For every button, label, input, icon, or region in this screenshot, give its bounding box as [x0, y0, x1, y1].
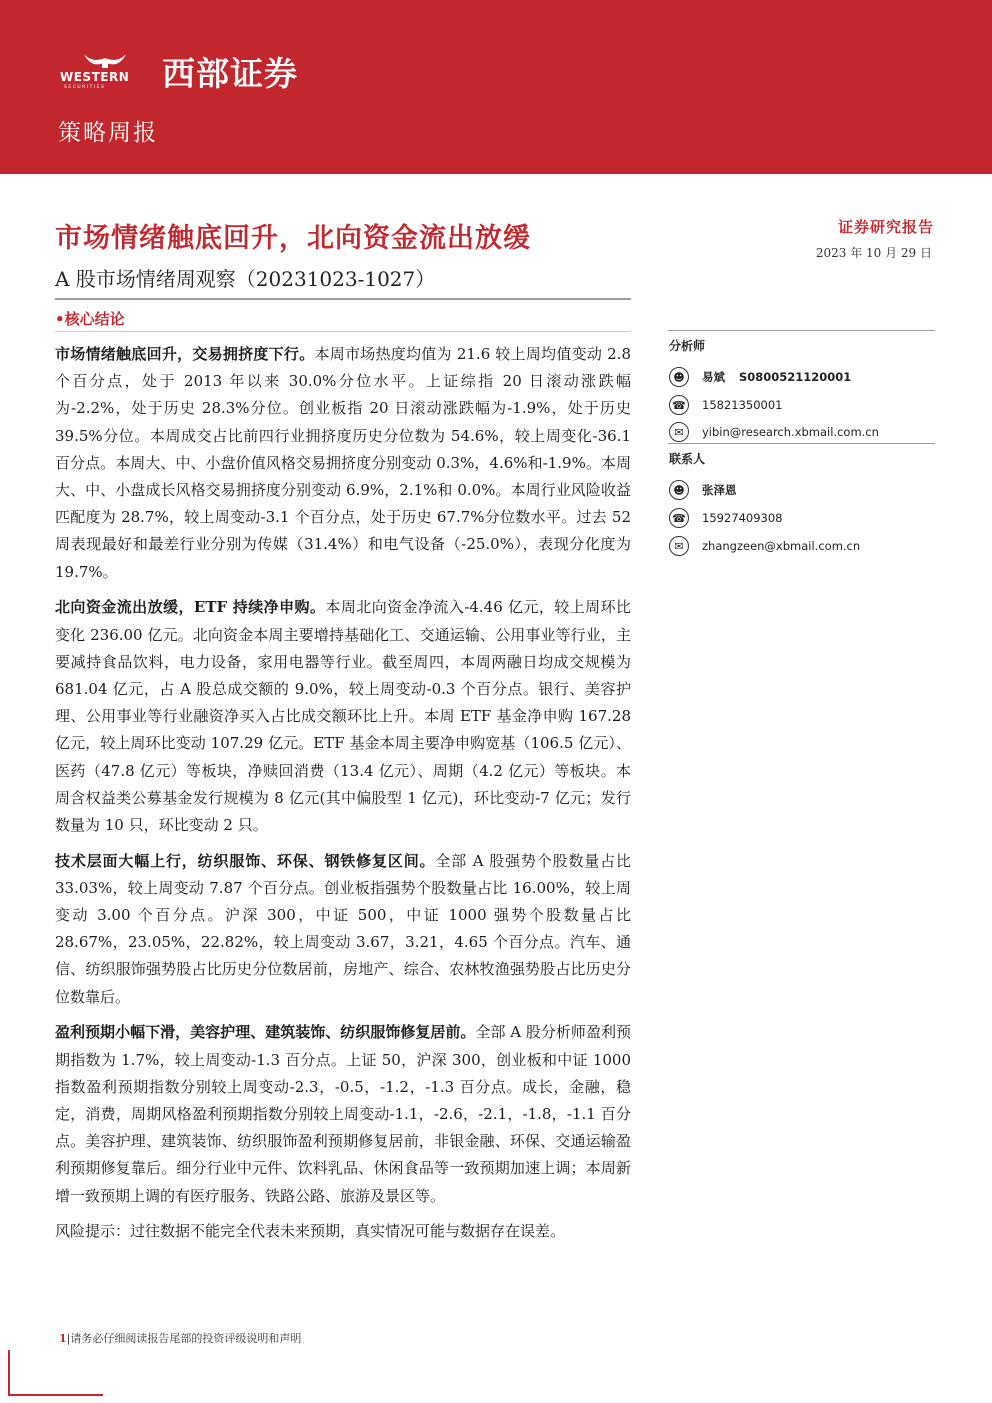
phone-icon: ☎	[669, 508, 689, 528]
company-logo	[60, 52, 150, 92]
logo-text-en-sub: SECURITIES	[64, 85, 106, 90]
paragraph-lead: 技术层面大幅上行，纺织服饰、环保、钢铁修复区间。	[55, 851, 436, 870]
user-icon: ☻	[669, 367, 689, 387]
corner-decoration	[8, 1394, 103, 1396]
page-footer: 1|请务必仔细阅读报告尾部的投资评级说明和声明	[59, 1332, 302, 1345]
paragraph-text: 全部 A 股强势个股数量占比 33.03%，较上周变动 7.87 个百分点。创业板指强势个股数量占比 16.00%，较上周变动 3.00 个百分点。沪深 300，中证 500，中证 1000 强势个股数量占比 28.67%，23.05%，22.82%，较上周变动 3.67，3.21，4.65 个百分点。汽车、通信、纺织服饰强势股占比历史分位数居前，房地产、综合、农林牧渔强势股占比历史分位数靠后。	[55, 851, 631, 1006]
analyst-label: 分析师	[669, 339, 706, 353]
analyst-phone: 15821350001	[702, 398, 783, 412]
user-icon: ☻	[669, 480, 689, 500]
report-subtitle: A 股市场情绪周观察（20231023-1027）	[55, 267, 436, 291]
paragraph-text: 本周北向资金净流入-4.46 亿元，较上周环比变化 236.00 亿元。北向资金本周主要增持基础化工、交通运输、公用事业等行业，主要减持食品饮料，电力设备，家用电器等行业。截至周四，本周两融日均成交规模为 681.04 亿元，占 A 股总成交额的 9.0%，较上周变动-0.3 个百分点。银行、美容护理、公用事业等行业融资净买入占比成交额环比上升。本周 ETF 基金净申购 167.28 亿元，较上周环比变动 107.29 亿元。ETF 基金本周主要净申购宽基（106.5 亿元）、医药（47.8 亿元）等板块，净赎回消费（13.4 亿元）、周期（4.2 亿元）等板块。本周含权益类公募基金发行规模为 8 亿元(其中偏股型 1 亿元)，环比变动-7 亿元；发行数量为 10 只，环比变动 2 只。	[55, 598, 632, 834]
paragraph-lead: 市场情绪触底回升，交易拥挤度下行。	[55, 345, 315, 363]
section-tag: •核心结论	[55, 310, 125, 328]
logo-text-cn: 西部证券	[162, 54, 298, 93]
bull-horns-icon	[82, 52, 128, 70]
corner-decoration	[8, 1350, 10, 1396]
phone-icon: ☎	[669, 395, 689, 415]
section-divider	[55, 331, 631, 332]
logo-text-en: WESTERN	[60, 70, 130, 84]
paragraph	[55, 1019, 631, 1209]
analyst-name-row	[669, 366, 851, 388]
analyst-email[interactable]: yibin@research.xbmail.com.cn	[702, 425, 879, 439]
risk-notice: 风险提示：过往数据不能完全代表未来预期，真实情况可能与数据存在误差。	[55, 1222, 566, 1241]
report-type: 策略周报	[58, 120, 158, 146]
paragraph	[55, 848, 631, 1011]
paragraph-text: 全部 A 股分析师盈利预期指数为 1.7%，较上周变动-1.3 百分点。上证 50，沪深 300，创业板和中证 1000 指数盈利预期指数分别较上周变动-2.3，-0.5，-1.2，-1.3 百分点。成长，金融，稳定，消费，周期风格盈利预期指数分别较上周变动-1.1，-2.6，-2.1，-1.8，-1.1 百分点。美容护理、建筑装饰、纺织服饰盈利预期修复居前，非银金融、环保、交通运输盈利预期修复靠后。细分行业中元件、饮料乳品、休闲食品等一致预期加速上调；本周新增一致预期上调的有医疗服务、铁路公路、旅游及景区等。	[55, 1023, 631, 1205]
paragraph	[55, 594, 631, 839]
header-banner	[0, 0, 992, 174]
report-category: 证券研究报告	[837, 218, 934, 236]
analyst-email-row	[669, 421, 879, 443]
analyst-phone-row	[669, 394, 782, 416]
analyst-cert: S0800521120001	[739, 370, 852, 384]
report-date: 2023 年 10 月 29 日	[815, 246, 932, 260]
contact-email-row	[669, 535, 860, 557]
title-divider	[55, 298, 631, 300]
paragraph-text: 本周市场热度均值为 21.6 较上周均值变动 2.8 个百分点，处于 2013 年以来 30.0%分位水平。上证综指 20 日滚动涨跌幅为-2.2%，处于历史 28.3%分位。创业板指 20 日滚动涨跌幅为-1.9%，处于历史 39.5%分位。本周成交占比前四行业拥挤度历史分位数为 54.6%，较上周变化-36.1 百分点。本周大、中、小盘价值风格交易拥挤度分别变动 0.3%，4.6%和-1.9%。本周大、中、小盘成长风格交易拥挤度分别变动 6.9%，2.1%和 0.0%。本周行业风险收益匹配度为 28.7%，较上周变动-3.1 个百分点，处于历史 67.7%分位数水平。过去 52 周表现最好和最差行业分别为传媒（31.4%）和电气设备（-25.0%），表现分化度为 19.7%。	[55, 345, 631, 581]
sidebar-divider	[668, 443, 935, 444]
footer-disclaimer: 请务必仔细阅读报告尾部的投资评级说明和声明	[70, 1332, 302, 1345]
contact-label: 联系人	[669, 452, 706, 466]
contact-name-row	[669, 479, 737, 501]
email-icon: ✉	[669, 536, 689, 556]
email-icon: ✉	[669, 422, 689, 442]
sidebar-divider	[668, 330, 935, 331]
contact-phone-row	[669, 507, 782, 529]
report-title: 市场情绪触底回升，北向资金流出放缓	[55, 223, 531, 254]
page-number: 1	[59, 1332, 67, 1345]
contact-name: 张泽恩	[702, 483, 737, 497]
contact-email[interactable]: zhangzeen@xbmail.com.cn	[702, 539, 861, 553]
report-body	[55, 341, 631, 1254]
paragraph-lead: 盈利预期小幅下滑，美容护理、建筑装饰、纺织服饰修复居前。	[55, 1023, 476, 1042]
paragraph-lead: 北向资金流出放缓，ETF 持续净申购。	[55, 598, 326, 617]
paragraph	[55, 341, 631, 586]
contact-phone: 15927409308	[702, 511, 783, 525]
analyst-name: 易斌	[702, 370, 725, 384]
